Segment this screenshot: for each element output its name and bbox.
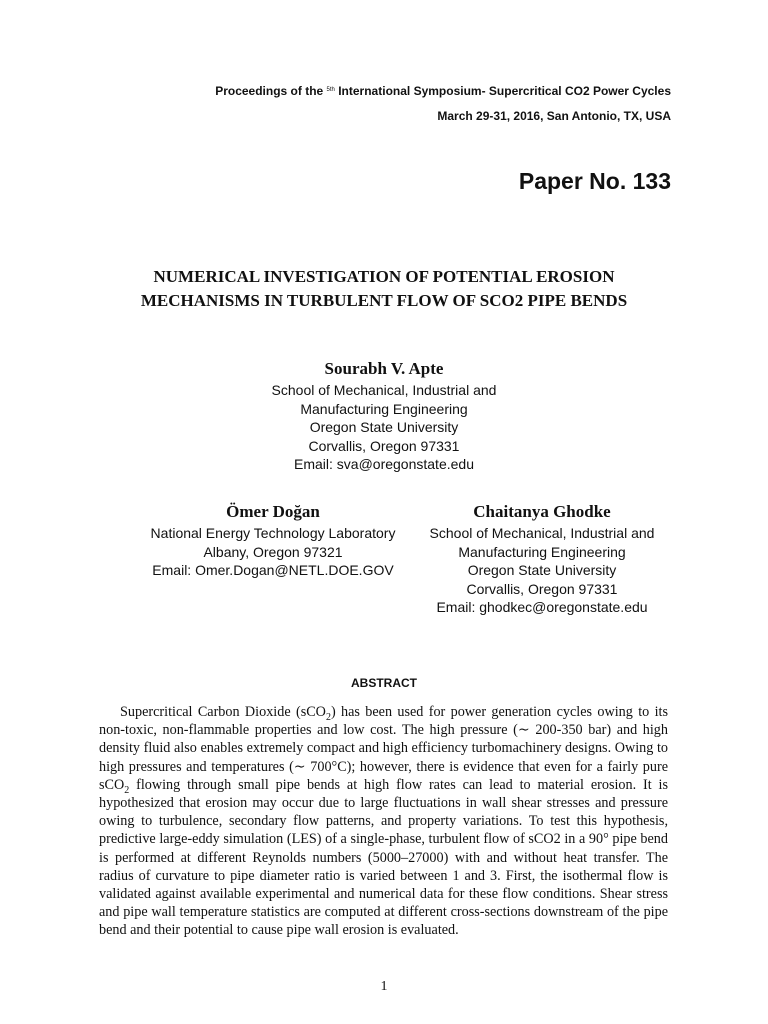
author-block-ghodke — [402, 500, 682, 617]
author-name: Sourabh V. Apte — [324, 359, 444, 378]
affiliation-line: Corvallis, Oregon 97331 — [308, 437, 460, 454]
author-email: Email: sva@oregonstate.edu — [294, 456, 474, 472]
author-email: Email: ghodkec@oregonstate.edu — [436, 599, 648, 615]
affiliation-line: Oregon State University — [309, 419, 459, 435]
subscript: 2 — [124, 784, 130, 796]
abstract-body — [99, 703, 668, 940]
affiliation-line: Manufacturing Engineering — [458, 543, 626, 560]
author-name: Ömer Doğan — [226, 502, 320, 521]
title-line-2: MECHANISMS IN TURBULENT FLOW OF SCO2 PIPE BENDS — [140, 291, 628, 310]
proceedings-line — [215, 84, 671, 98]
paper-title — [0, 265, 768, 313]
proceedings-text-before: Proceedings of the — [215, 84, 327, 98]
affiliation-line: Corvallis, Oregon 97331 — [466, 580, 618, 597]
abstract-text-2: ) has been used for power generation cycles owing to its non-toxic, non-flammable properties and low cost. The high pressure (∼ 200-350 bar) and high density fluid also enables extremely compact and high efficiency turbomachinery designs. Owing to high pressures and temperatures (∼ 700°C); however, there is evidence that even for a fairly pure sCO — [99, 704, 668, 793]
author-block-apte — [0, 357, 768, 474]
subscript: 2 — [325, 711, 331, 723]
paper-number: Paper No. 133 — [518, 168, 671, 194]
title-line-1: NUMERICAL INVESTIGATION OF POTENTIAL EROSION — [153, 267, 615, 286]
abstract-text-1: Supercritical Carbon Dioxide (sCO — [120, 704, 326, 720]
affiliation-line: Oregon State University — [467, 562, 617, 578]
author-email: Email: Omer.Dogan@NETL.DOE.GOV — [152, 562, 394, 578]
author-block-dogan — [133, 500, 413, 580]
proceedings-text-after: International Symposium- Supercritical CO2 Power Cycles — [334, 84, 671, 98]
edition-superscript: 5th — [326, 87, 335, 93]
author-name: Chaitanya Ghodke — [473, 502, 611, 521]
affiliation-line: Manufacturing Engineering — [300, 400, 468, 417]
abstract-heading: ABSTRACT — [351, 676, 417, 690]
abstract-text-3: flowing through small pipe bends at high flow rates can lead to material erosion. It is hypothesized that erosion may occur due to large fluctuations in wall shear stresses and pressure owing to turbulence, secondary flow patterns, and property variations. To test this hypothesis, predictive large-eddy simulation (LES) of a single-phase, turbulent flow of sCO2 in a 90° pipe bend is performed at different Reynolds numbers (5000–27000) with and without heat transfer. The radius of curvature to pipe diameter ratio is varied between 1 and 3. First, the isothermal flow is validated against available experimental and numerical data for these flow conditions. Shear stress and pipe wall temperature statistics are computed at different cross-sections downstream of the pipe bend and their potential to cause pipe wall erosion is evaluated. — [99, 776, 668, 939]
affiliation-line: Albany, Oregon 97321 — [203, 543, 343, 560]
affiliation-line: School of Mechanical, Industrial and — [429, 525, 655, 541]
conference-dates-location: March 29-31, 2016, San Antonio, TX, USA — [437, 109, 671, 123]
page-number: 1 — [380, 979, 388, 994]
affiliation-line: School of Mechanical, Industrial and — [271, 382, 497, 398]
abstract-paragraph — [99, 703, 668, 940]
affiliation-line: National Energy Technology Laboratory — [150, 525, 396, 541]
